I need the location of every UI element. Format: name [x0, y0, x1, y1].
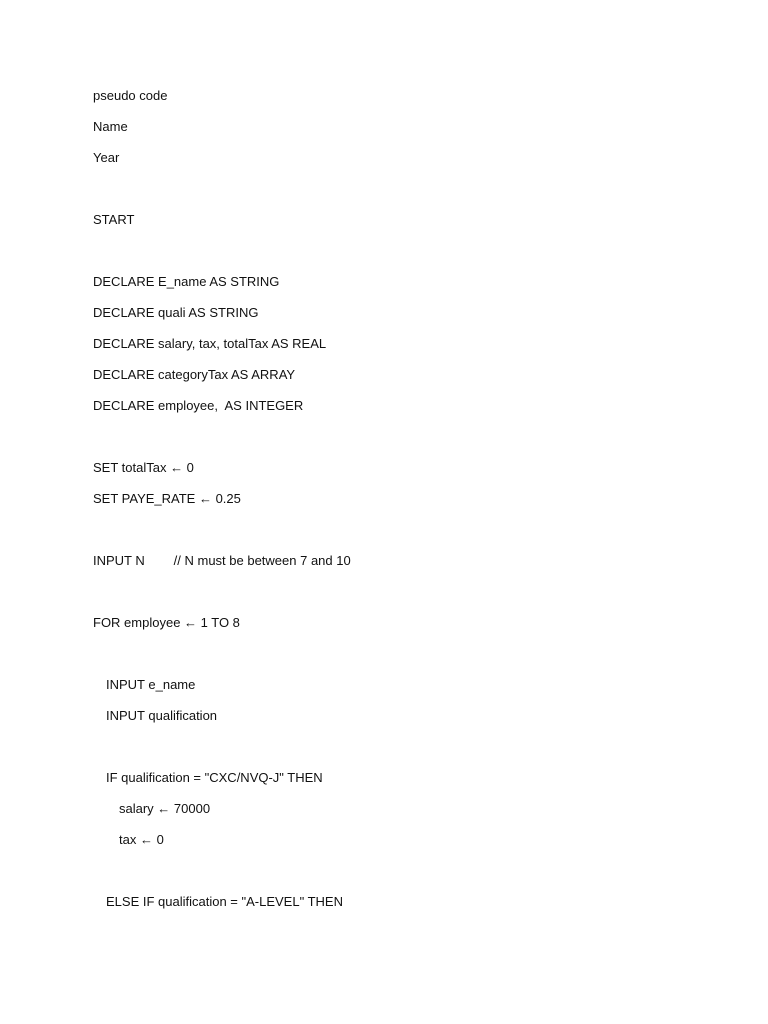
code-line-tax-assign: tax ← 0 — [119, 832, 164, 847]
code-line-if-cxc: IF qualification = "CXC/NVQ-J" THEN — [106, 770, 323, 785]
year-label: Year — [93, 150, 120, 165]
code-line-declare-salary: DECLARE salary, tax, totalTax AS REAL — [93, 336, 327, 351]
doc-title: pseudo code — [93, 88, 168, 103]
code-line-else-if-alevel: ELSE IF qualification = "A-LEVEL" THEN — [106, 894, 343, 909]
code-line-input-ename: INPUT e_name — [106, 677, 196, 692]
code-line-input-qualification: INPUT qualification — [106, 708, 218, 723]
code-line-salary-assign: salary ← 70000 — [119, 801, 211, 816]
name-label: Name — [93, 119, 128, 134]
code-line-declare-employee: DECLARE employee, AS INTEGER — [93, 398, 304, 413]
code-line-declare-ename: DECLARE E_name AS STRING — [93, 274, 280, 289]
code-line-declare-category: DECLARE categoryTax AS ARRAY — [93, 367, 296, 382]
code-line-declare-quali: DECLARE quali AS STRING — [93, 305, 259, 320]
code-line-for-loop: FOR employee ← 1 TO 8 — [93, 615, 240, 630]
code-line-start: START — [93, 212, 135, 227]
code-line-input-n: INPUT N // N must be between 7 and 10 — [93, 553, 351, 568]
code-line-set-totaltax: SET totalTax ← 0 — [93, 460, 194, 475]
code-line-set-paye-rate: SET PAYE_RATE ← 0.25 — [93, 491, 241, 506]
